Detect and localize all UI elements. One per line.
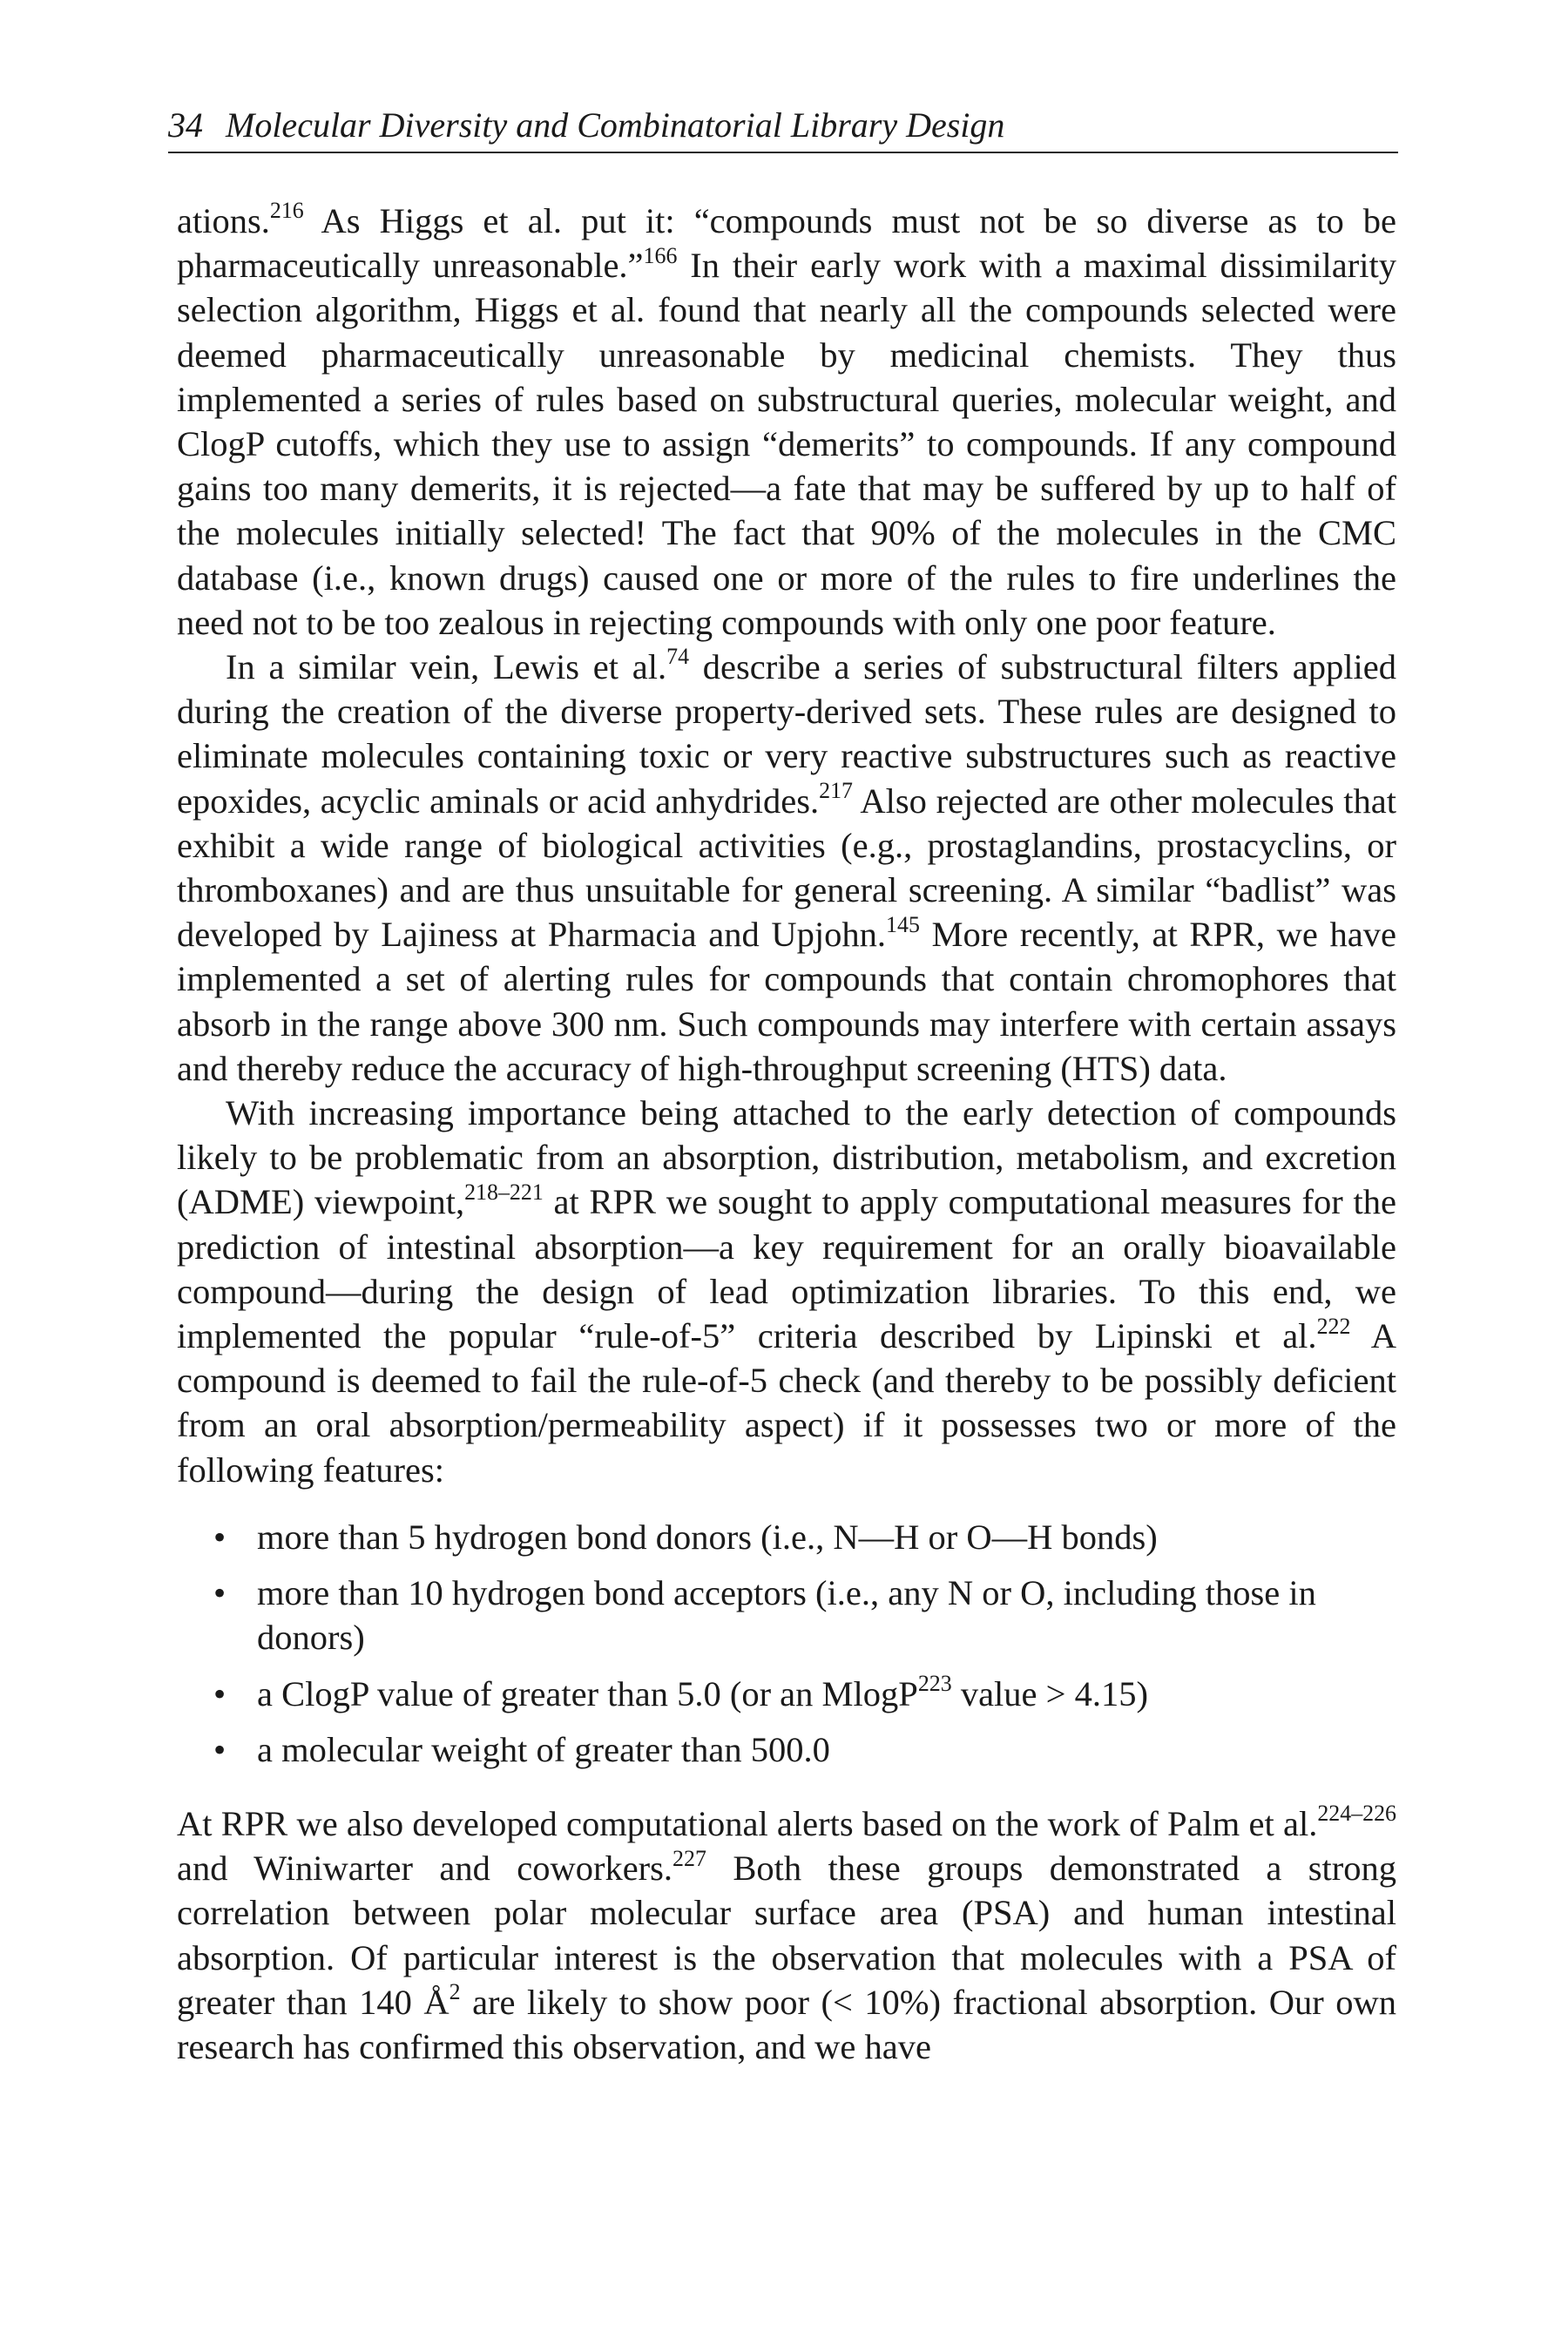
rule-of-5-criteria-list (177, 1515, 1396, 1772)
reference-superscript: 223 (917, 1670, 952, 1696)
bullet-icon: • (213, 1729, 226, 1769)
reference-superscript: 218–221 (464, 1179, 544, 1205)
criteria-item-molecular-weight (177, 1727, 1396, 1772)
running-head (168, 103, 1398, 153)
text-run: value > 4.15) (951, 1673, 1148, 1713)
reference-superscript: 166 (643, 242, 678, 268)
criteria-item-hbond-donors (177, 1515, 1396, 1559)
paragraph-1 (177, 199, 1396, 645)
text-run: a molecular weight of greater than 500.0 (257, 1729, 830, 1769)
text-run: ations. (177, 201, 270, 240)
text-run: Also rejected are other molecules that exhibit a wide range of biological activities (e.g., prostaglandins, prostacyclins, or thromboxanes) and are thus unsuitable for general screening. A similar “badlist” was developed by Lajiness at Pharmacia and Upjohn. (177, 781, 1397, 955)
text-run: A compound is deemed to fail the rule-of-5 check (and thereby to be possibly deficient from an oral absorption/permeability aspect) if it possesses two or more of the following features: (177, 1316, 1397, 1490)
text-run: In a similar vein, Lewis et al. (226, 647, 667, 687)
text-run: As Higgs et al. put it: “compounds must not be so diverse as to be pharmaceutically unreasonable.” (177, 201, 1396, 286)
reference-superscript: 217 (819, 778, 853, 804)
paragraph-2 (177, 645, 1396, 1091)
text-run: More recently, at RPR, we have implemented a set of alerting rules for compounds that contain chromophores that absorb in the range above 300 nm. Such compounds may interfere with certain assays and thereby reduce the accuracy of high-throughput screening (HTS) data. (177, 915, 1396, 1088)
paragraph-4 (177, 1801, 1396, 2069)
criteria-text (257, 1573, 1316, 1657)
body-text (177, 199, 1396, 2069)
text-run: and Winiwarter and coworkers. (177, 1848, 673, 1889)
criteria-item-hbond-acceptors (177, 1571, 1396, 1659)
bullet-icon: • (213, 1517, 226, 1557)
reference-superscript: 2 (449, 1979, 461, 2005)
criteria-item-clogp (177, 1672, 1396, 1716)
text-run: are likely to show poor (< 10%) fractional absorption. Our own research has confirmed this observation, and we have (177, 1982, 1396, 2066)
reference-superscript: 224–226 (1317, 1801, 1396, 1827)
text-run: With increasing importance being attached to the early detection of compounds likely to be problematic from an absorption, distribution, metabolism, and excretion (ADME) viewpoint, (177, 1093, 1396, 1222)
text-run: At RPR we also developed computational alerts based on the work of Palm et al. (177, 1803, 1318, 1843)
reference-superscript: 216 (269, 198, 304, 224)
bullet-icon: • (213, 1673, 226, 1713)
text-run: more than 5 hydrogen bond donors (i.e., N—H or O—H bonds) (257, 1517, 1158, 1557)
text-run: at RPR we sought to apply computational measures for the prediction of intestinal absorption—a key requirement for an orally bioavailable compound—during the design of lead optimization libraries. To this end, we implemented the popular “rule-of-5” criteria described by Lipinski et al. (177, 1182, 1396, 1356)
text-run: more than 10 hydrogen bond acceptors (i.e., any N or O, including those in donors) (257, 1573, 1316, 1658)
text-run: describe a series of substructural filters applied during the creation of the diverse property-derived sets. These rules are designed to eliminate molecules containing toxic or very reactive substructures such as reactive epoxides, acyclic aminals or acid anhydrides. (177, 647, 1396, 821)
running-title: Molecular Diversity and Combinatorial Library Design (226, 105, 1005, 145)
text-run: a ClogP value of greater than 5.0 (or an MlogP (257, 1673, 918, 1713)
criteria-text (257, 1517, 1158, 1557)
paragraph-3 (177, 1091, 1396, 1492)
criteria-text (257, 1730, 830, 1769)
bullet-icon: • (213, 1573, 226, 1613)
reference-superscript: 222 (1316, 1313, 1351, 1339)
text-run: In their early work with a maximal dissimilarity selection algorithm, Higgs et al. found that nearly all the compounds selected were deemed pharmaceutically unreasonable by medicinal chemists. They thus implemented a series of rules based on substructural queries, molecular weight, and ClogP cutoffs, which they use to assign “demerits” to compounds. If any compound gains too many demerits, it is rejected—a fate that may be suffered by up to half of the molecules initially selected! The fact that 90% of the molecules in the CMC database (i.e., known drugs) caused one or more of the rules to fire underlines the need not to be too zealous in rejecting compounds with only one poor feature. (177, 246, 1396, 642)
text-run: Both these groups demonstrated a strong correlation between polar molecular surface area (PSA) and human intestinal absorption. Of particular interest is the observation that molecules with a PSA of greater than 140 Å (177, 1848, 1396, 2022)
reference-superscript: 145 (886, 911, 920, 937)
reference-superscript: 74 (666, 644, 690, 670)
criteria-text (257, 1670, 1148, 1713)
page-number: 34 (168, 105, 203, 145)
reference-superscript: 227 (672, 1845, 706, 1871)
